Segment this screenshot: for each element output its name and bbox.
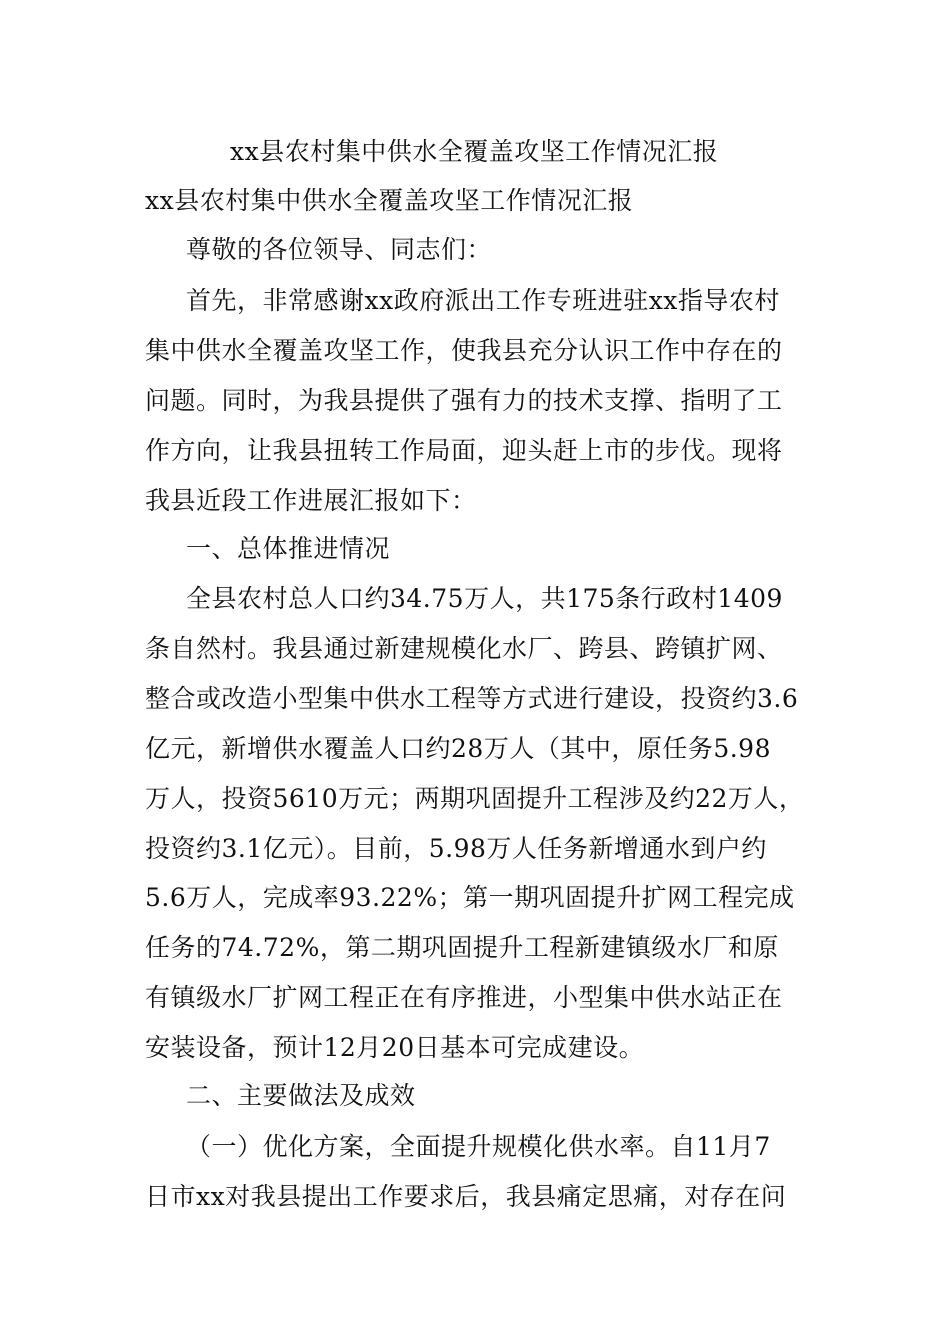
body-line: （一）优化方案，全面提升规模化供水率。自11月7 (186, 1132, 771, 1161)
greeting: 尊敬的各位领导、同志们： (186, 235, 493, 264)
body-line: 万人，投资5610万元；两期巩固提升工程涉及约22万人， (145, 784, 805, 813)
intro-line: 集中供水全覆盖攻坚工作，使我县充分认识工作中存在的 (145, 336, 783, 365)
body-line: 日市xx对我县提出工作要求后，我县痛定思痛，对存在问 (145, 1182, 787, 1211)
body-line: 整合或改造小型集中供水工程等方式进行建设，投资约3.6 (145, 684, 799, 713)
intro-line: 作方向，让我县扭转工作局面，迎头赶上市的步伐。现将 (145, 436, 783, 465)
intro-line: 首先，非常感谢xx政府派出工作专班进驻xx指导农村 (186, 286, 780, 315)
section-heading: 二、主要做法及成效 (186, 1081, 416, 1110)
body-line: 任务的74.72%，第二期巩固提升工程新建镇级水厂和原 (145, 933, 779, 962)
document-subtitle: xx县农村集中供水全覆盖攻坚工作情况汇报 (145, 186, 634, 215)
body-line: 安装设备，预计12月20日基本可完成建设。 (145, 1033, 645, 1062)
intro-line: 我县近段工作进展汇报如下： (145, 486, 477, 515)
intro-line: 问题。同时，为我县提供了强有力的技术支撑、指明了工 (145, 386, 783, 415)
body-line: 全县农村总人口约34.75万人，共175条行政村1409 (186, 584, 783, 613)
body-line: 投资约3.1亿元）。目前，5.98万人任务新增通水到户约 (145, 834, 767, 863)
document-title: xx县农村集中供水全覆盖攻坚工作情况汇报 (230, 137, 719, 166)
body-line: 有镇级水厂扩网工程正在有序推进，小型集中供水站正在 (145, 983, 783, 1012)
section-heading: 一、总体推进情况 (186, 534, 391, 563)
body-line: 5.6万人，完成率93.22%；第一期巩固提升扩网工程完成 (145, 883, 795, 912)
body-line: 条自然村。我县通过新建规模化水厂、跨县、跨镇扩网、 (145, 634, 783, 663)
body-line: 亿元，新增供水覆盖人口约28万人（其中，原任务5.98 (145, 734, 771, 763)
